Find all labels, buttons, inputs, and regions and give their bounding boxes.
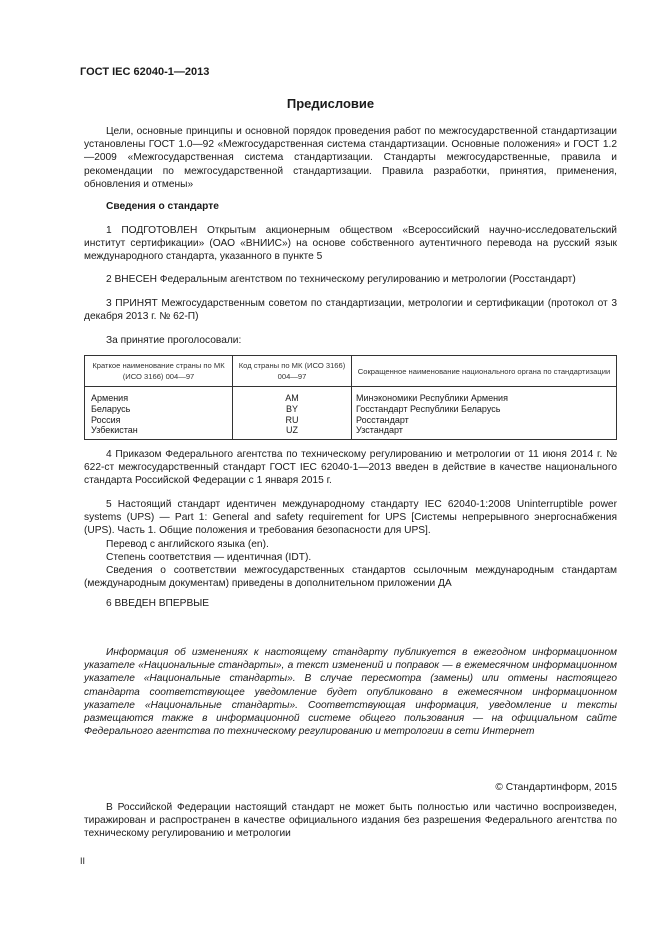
document-header: ГОСТ IEC 62040-1—2013 [80,66,210,78]
agency-name: Узстандарт [352,425,617,439]
paragraph-2: 2 ВНЕСЕН Федеральным агентством по техническому регулированию и метрологии (Росстандарт) [106,274,576,285]
notice-paragraph: Информация об изменениях к настоящему стандарту публикуется в ежегодном информационном указателе «Национальные стандарты», а текст изменений и поправок — в ежемесячном информационном указателе «Национальные стандарты». В случае пересмотра (замены) или отмены настоящего стандарта соответствующее уведомление будет опубликовано в ежемесячном информационном указателе «Национальные стандарты». Соответствующая информация, уведомление и тексты размещаются также в информационной системе общего пользования — на официальном сайте Федерального агентства по техническому регулированию и метрологии в сети Интернет [84,647,617,738]
agency-name: Госстандарт Республики Беларусь [352,404,617,415]
about-heading: Сведения о стандарте [106,201,219,212]
paragraph-5: 5 Настоящий стандарт идентичен международному стандарту IEC 62040-1:2008 Uninterruptible power systems (UPS) — Part 1: General and safety requirement for UPS [Системы непрерывного энергоснабжения (UPS). Часть 1. Общие положения и требования безопасности для UPS]. [84,499,617,537]
table-header-row [85,356,617,387]
table-header-cell: Краткое наименование страны по МК (ИСО 3166) 004—97 [85,356,233,387]
countries-table [84,355,617,440]
country-code: AM [233,387,352,404]
paragraph-6: 6 ВВЕДЕН ВПЕРВЫЕ [106,598,210,609]
copyright-line: © Стандартинформ, 2015 [495,782,617,793]
table-row [85,404,617,415]
country-name: Армения [85,387,233,404]
country-name: Россия [85,415,233,426]
page-title: Предисловие [286,96,375,111]
table-header-cell: Код страны по МК (ИСО 3166) 004—97 [233,356,352,387]
page-number: II [80,856,86,866]
paragraph-1: 1 ПОДГОТОВЛЕН Открытым акционерным обществом «Всероссийский научно-исследовательский институт сертификации» (ОАО «ВНИИС») на основе собственного аутентичного перевода на русский язык международного стандарта, указанного в пункте 5 [84,225,617,263]
table-header-cell: Сокращенное наименование национального органа по стандартизации [352,356,617,387]
paragraph-5-references: Сведения о соответствии межгосударственных стандартов ссылочным международным стандартам (международным документам) приведены в дополнительном приложении ДА [84,565,617,590]
rights-paragraph: В Российской Федерации настоящий стандарт не может быть полностью или частично воспроизведен, тиражирован и распространен в качестве официального издания без разрешения Федерального агентства по техническому регулированию и метрологии [84,802,617,840]
agency-name: Минэкономики Республики Армения [352,387,617,404]
country-code: BY [233,404,352,415]
paragraph-5-block [84,498,617,590]
intro-paragraph: Цели, основные принципы и основной порядок проведения работ по межгосударственной стандартизации установлены ГОСТ 1.0—92 «Межгосударственная система стандартизации. Основные положения» и ГОСТ 1.2—2009 «Межгосударственная система стандартизации. Стандарты межгосударственные, правила и рекомендации по межгосударственной стандартизации. Правила разработки, принятия, применения, обновления и отмены» [84,126,617,190]
paragraph-3: 3 ПРИНЯТ Межгосударственным советом по стандартизации, метрологии и сертификации (протокол от 3 декабря 2013 г. № 62-П) [84,298,617,323]
table-row [85,415,617,426]
country-name: Беларусь [85,404,233,415]
country-code: UZ [233,425,352,439]
country-name: Узбекистан [85,425,233,439]
country-code: RU [233,415,352,426]
agency-name: Росстандарт [352,415,617,426]
paragraph-4: 4 Приказом Федерального агентства по техническому регулированию и метрологии от 11 июня 2014 г. № 622-ст межгосударственный стандарт ГОСТ IEC 62040-1—2013 введен в действие в качестве национального стандарта Российской Федерации с 1 января 2015 г. [84,449,617,487]
paragraph-5-language: Перевод с английского языка (en). [106,538,269,550]
table-row [85,425,617,439]
paragraph-5-degree: Степень соответствия — идентичная (IDT). [106,551,312,563]
vote-label: За принятие проголосовали: [106,335,242,346]
table-row [85,387,617,404]
